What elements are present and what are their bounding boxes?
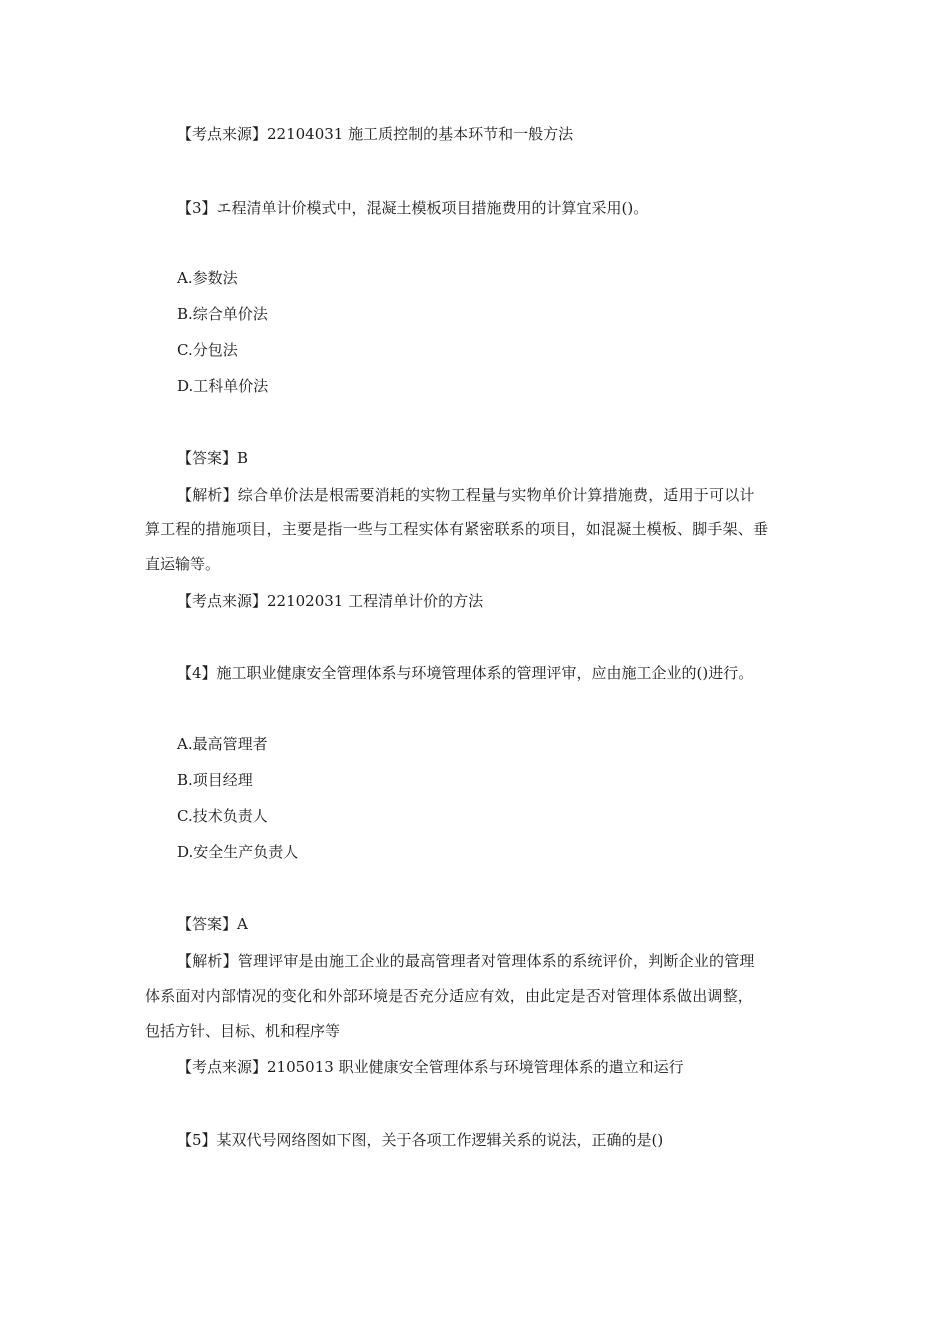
q4-question: 【4】施工职业健康安全管理体系与环境管理体系的管理评审，应由施工企业的()进行。: [177, 664, 754, 682]
q3-analysis-line-2: 算工程的措施项目，主要是指一些与工程实体有紧密联系的项目，如混凝土模板、脚手架、垂: [145, 520, 769, 538]
q3-source: 【考点来源】22102031 工程清单计价的方法: [177, 592, 484, 610]
q4-option-d: D.安全生产负责人: [177, 843, 299, 861]
q3-analysis-line-3: 直运输等。: [145, 555, 221, 573]
q3-analysis-line-1: 【解析】综合单价法是根需要消耗的实物工程量与实物单价计算措施费，适用于可以计: [177, 486, 755, 504]
q4-option-c: C.技术负责人: [177, 807, 268, 825]
q3-option-c: C.分包法: [177, 341, 238, 359]
q2-source: 【考点来源】22104031 施工质控制的基本环节和一般方法: [177, 125, 574, 143]
q4-analysis-line-1: 【解析】管理评审是由施工企业的最高管理者对管理体系的系统评价，判断企业的管理: [177, 952, 755, 970]
q4-analysis-line-3: 包括方针、目标、机和程序等: [145, 1022, 341, 1040]
q4-option-a: A.最高管理者: [177, 735, 268, 753]
q5-question: 【5】某双代号网络图如下图，关于各项工作逻辑关系的说法，正确的是(): [177, 1131, 664, 1149]
q4-answer: 【答案】A: [177, 915, 248, 933]
q3-option-a: A.参数法: [177, 269, 238, 287]
q4-analysis-line-2: 体系面对内部情况的变化和外部环境是否充分适应有效，由此定是否对管理体系做出调整，: [145, 987, 754, 1005]
q3-option-d: D.工科单价法: [177, 377, 269, 395]
q4-option-b: B.项目经理: [177, 771, 253, 789]
q3-question: 【3】エ程清单计价模式中，混凝土模板项目措施费用的计算宜采用()。: [177, 199, 649, 217]
q3-answer: 【答案】B: [177, 449, 249, 467]
q4-source: 【考点来源】2105013 职业健康安全管理体系与环境管理体系的遣立和运行: [177, 1058, 684, 1076]
q3-option-b: B.综合单价法: [177, 305, 268, 323]
